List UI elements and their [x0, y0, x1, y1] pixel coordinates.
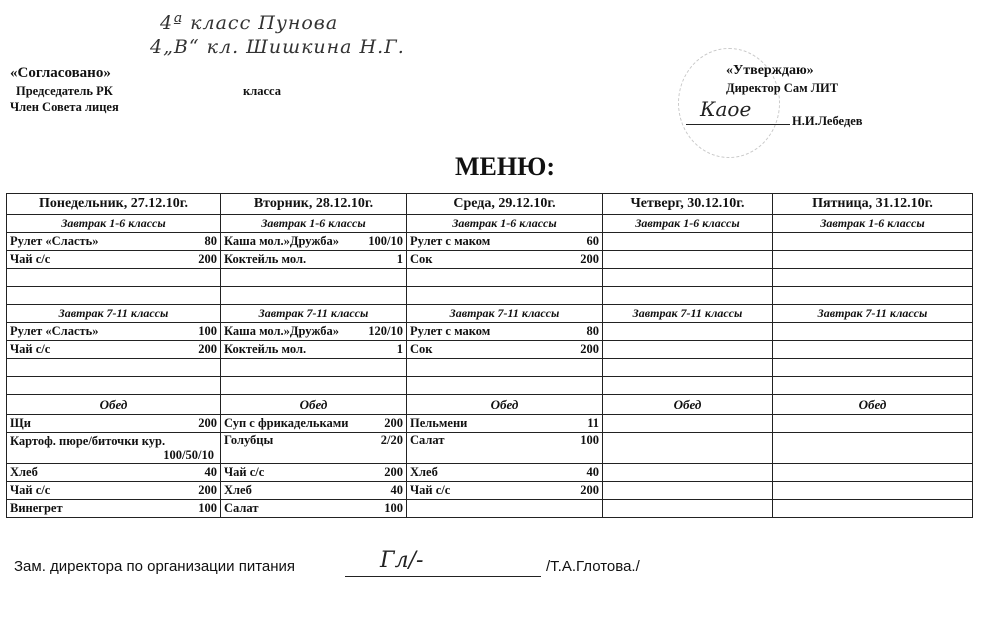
dish-name: Хлеб — [410, 465, 438, 479]
table-row — [7, 323, 973, 341]
dish-qty: 100 — [384, 501, 403, 515]
menu-item — [224, 324, 403, 339]
menu-item — [224, 252, 403, 267]
empty-cell — [603, 341, 773, 359]
day-header: Среда, 29.12.10г. — [407, 194, 603, 215]
director-signature-line — [686, 124, 790, 125]
dish-qty: 200 — [580, 342, 599, 356]
empty-cell — [773, 323, 973, 341]
table-row — [7, 269, 973, 287]
dish-name: Салат — [224, 501, 259, 515]
dish-name: Чай с/с — [224, 465, 265, 479]
menu-item — [410, 465, 599, 480]
table-row — [7, 287, 973, 305]
section-label: Завтрак 7-11 классы — [221, 305, 407, 323]
dish-qty: 120/10 — [368, 324, 403, 338]
dish-qty: 100 — [198, 501, 217, 515]
dish-name: Каша мол.»Дружба» — [224, 324, 340, 338]
footer-label: Зам. директора по организации питания — [14, 558, 296, 575]
dish-name: Сок — [410, 252, 433, 266]
dish-qty: 1 — [396, 342, 403, 356]
section-row-breakfast-1-6 — [7, 215, 973, 233]
dish-qty: 40 — [586, 465, 599, 479]
table-row — [7, 233, 973, 251]
table-row — [7, 464, 973, 482]
menu-item — [224, 501, 403, 516]
dish-name: Пельмени — [410, 416, 468, 430]
section-row-breakfast-7-11 — [7, 305, 973, 323]
dish-name: Коктейль мол. — [224, 342, 307, 356]
empty-cell — [773, 433, 973, 464]
section-label: Завтрак 7-11 классы — [407, 305, 603, 323]
approval-right-title: «Утверждаю» — [726, 63, 814, 78]
handwritten-note-2: 4„В“ кл. Шишкина Н.Г. — [150, 36, 405, 58]
section-label: Завтрак 1-6 классы — [7, 215, 221, 233]
approval-left-line1: Председатель РК — [16, 84, 113, 98]
dish-qty: 11 — [587, 416, 599, 430]
dish-name: Чай с/с — [10, 342, 51, 356]
section-row-lunch — [7, 395, 973, 415]
empty-cell — [773, 464, 973, 482]
empty-cell — [773, 251, 973, 269]
menu-item — [10, 434, 217, 462]
menu-item — [224, 433, 403, 448]
dish-name: Рулет «Сласть» — [10, 324, 99, 338]
menu-item — [10, 252, 217, 267]
empty-cell — [603, 464, 773, 482]
menu-item — [10, 416, 217, 431]
menu-item — [10, 465, 217, 480]
menu-item — [224, 234, 403, 249]
menu-item — [10, 234, 217, 249]
dish-qty: 40 — [390, 483, 403, 497]
dish-qty: 200 — [580, 483, 599, 497]
dish-name: Рулет «Сласть» — [10, 234, 99, 248]
empty-cell — [603, 415, 773, 433]
dish-name: Салат — [410, 433, 445, 447]
dish-qty: 100 — [580, 433, 599, 447]
dish-qty: 80 — [586, 324, 599, 338]
dish-name: Чай с/с — [410, 483, 451, 497]
dish-qty: 1 — [396, 252, 403, 266]
section-label: Завтрак 7-11 классы — [773, 305, 973, 323]
dish-name: Винегрет — [10, 501, 63, 515]
dish-name: Голубцы — [224, 433, 274, 447]
table-row — [7, 433, 973, 464]
approval-left-line1-extra: класса — [243, 84, 281, 98]
section-label: Завтрак 1-6 классы — [407, 215, 603, 233]
table-row — [7, 341, 973, 359]
dish-qty: 60 — [586, 234, 599, 248]
menu-item — [410, 483, 599, 498]
dish-name: Рулет с маком — [410, 324, 491, 338]
table-row — [7, 500, 973, 518]
section-label: Завтрак 7-11 классы — [7, 305, 221, 323]
menu-item — [10, 501, 217, 516]
menu-item — [224, 483, 403, 498]
menu-item — [410, 324, 599, 339]
dish-qty: 200 — [580, 252, 599, 266]
handwritten-note-1: 4ª класс Пунова — [160, 12, 339, 34]
dish-qty: 80 — [204, 234, 217, 248]
empty-cell — [773, 415, 973, 433]
table-row — [7, 377, 973, 395]
dish-name: Чай с/с — [10, 483, 51, 497]
dish-qty: 100/10 — [368, 234, 403, 248]
empty-cell — [603, 482, 773, 500]
empty-cell — [773, 341, 973, 359]
menu-item — [10, 483, 217, 498]
table-row — [7, 482, 973, 500]
table-row — [7, 359, 973, 377]
dish-qty: 40 — [204, 465, 217, 479]
dish-qty: 200 — [198, 483, 217, 497]
table-row — [7, 415, 973, 433]
dish-qty: 100 — [198, 324, 217, 338]
table-row — [7, 251, 973, 269]
empty-cell — [603, 323, 773, 341]
section-label: Завтрак 7-11 классы — [603, 305, 773, 323]
footer-name: /Т.А.Глотова./ — [546, 558, 640, 575]
menu-item — [410, 433, 599, 448]
director-signature: Каое — [700, 97, 752, 121]
section-label: Завтрак 1-6 классы — [773, 215, 973, 233]
section-label: Обед — [407, 395, 603, 415]
empty-cell — [603, 233, 773, 251]
section-label: Завтрак 1-6 классы — [603, 215, 773, 233]
menu-item — [410, 252, 599, 267]
dish-name: Щи — [10, 416, 31, 430]
section-label: Завтрак 1-6 классы — [221, 215, 407, 233]
approval-right-line1: Директор Сам ЛИТ — [726, 81, 839, 95]
day-header: Вторник, 28.12.10г. — [221, 194, 407, 215]
dish-name: Картоф. пюре/биточки кур. — [10, 434, 166, 448]
dish-qty: 200 — [198, 252, 217, 266]
dish-name: Чай с/с — [10, 252, 51, 266]
dish-qty: 200 — [198, 416, 217, 430]
empty-cell — [773, 233, 973, 251]
day-header: Понедельник, 27.12.10г. — [7, 194, 221, 215]
dish-name: Хлеб — [224, 483, 252, 497]
section-label: Обед — [603, 395, 773, 415]
menu-item — [10, 324, 217, 339]
day-header: Четверг, 30.12.10г. — [603, 194, 773, 215]
empty-cell — [603, 500, 773, 518]
menu-item — [410, 234, 599, 249]
dish-name: Хлеб — [10, 465, 38, 479]
menu-item — [224, 416, 403, 431]
dish-name: Сок — [410, 342, 433, 356]
approval-left-title: «Согласовано» — [10, 65, 111, 81]
empty-cell — [603, 433, 773, 464]
page-title: МЕНЮ: — [455, 152, 556, 181]
section-label: Обед — [773, 395, 973, 415]
dish-name: Каша мол.»Дружба» — [224, 234, 340, 248]
menu-item — [410, 416, 599, 431]
empty-cell — [773, 500, 973, 518]
menu-table — [6, 193, 973, 518]
empty-cell — [773, 482, 973, 500]
menu-item — [224, 465, 403, 480]
dish-qty: 200 — [198, 342, 217, 356]
menu-item — [410, 342, 599, 357]
empty-cell — [603, 251, 773, 269]
section-label: Обед — [7, 395, 221, 415]
dish-qty: 2/20 — [380, 433, 403, 447]
section-label: Обед — [221, 395, 407, 415]
dish-name: Коктейль мол. — [224, 252, 307, 266]
approval-right-name: Н.И.Лебедев — [792, 114, 863, 128]
dish-name: Рулет с маком — [410, 234, 491, 248]
days-header-row — [7, 194, 973, 215]
menu-item — [224, 342, 403, 357]
day-header: Пятница, 31.12.10г. — [773, 194, 973, 215]
approval-left-line2: Член Совета лицея — [10, 100, 119, 114]
footer-signature-line — [345, 576, 541, 577]
dish-qty: 200 — [384, 416, 403, 430]
dish-name: Суп с фрикадельками — [224, 416, 349, 430]
dish-qty: 200 — [384, 465, 403, 479]
footer-signature: Гл/- — [380, 548, 424, 573]
dish-qty: 100/50/10 — [163, 448, 214, 462]
menu-item — [10, 342, 217, 357]
